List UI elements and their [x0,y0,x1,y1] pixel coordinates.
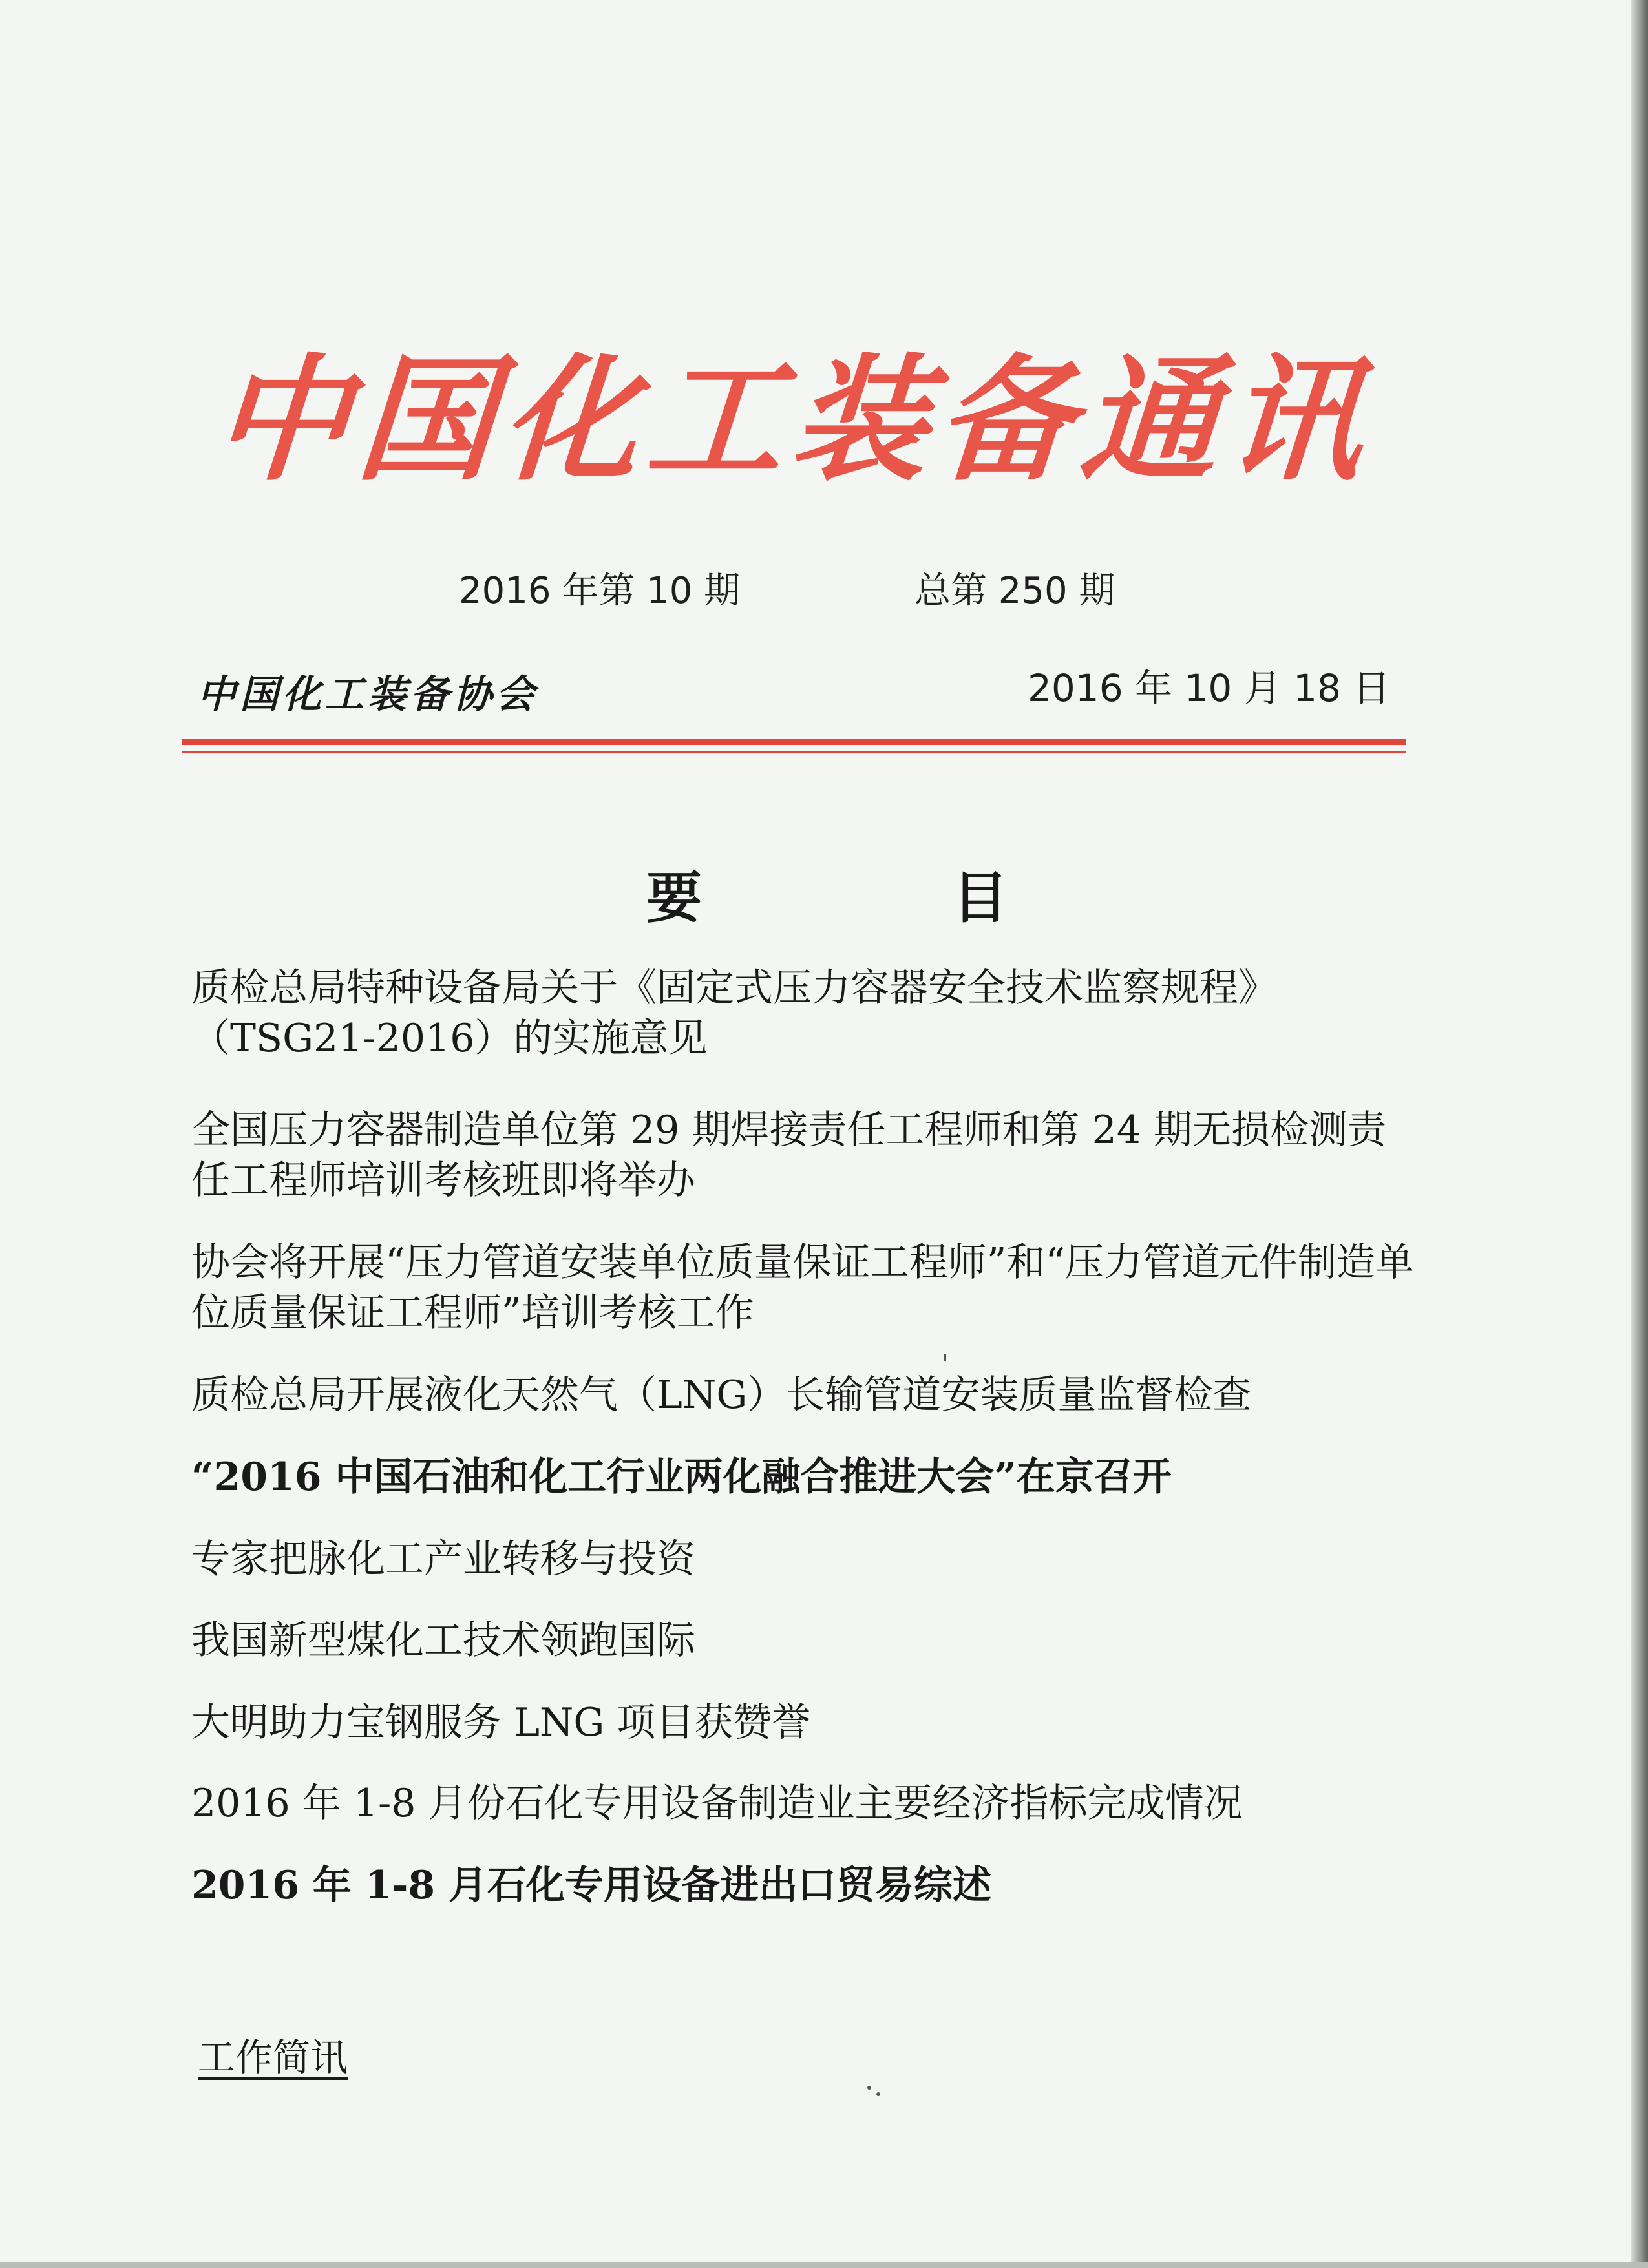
scan-speck [867,2086,871,2090]
toc-item[interactable]: 协会将开展“压力管道安装单位质量保证工程师”和“压力管道元件制造单位质量保证工程师”培训考核工作 [191,1240,1415,1336]
scan-speck [944,1354,946,1361]
toc-item[interactable]: 专家把脉化工产业转移与投资 [191,1537,695,1582]
publication-date: 2016 年 10 月 18 日 [1028,666,1391,710]
scan-speck [876,2092,880,2096]
scan-edge-right [1631,0,1648,2268]
toc-item[interactable]: 质检总局开展液化天然气（LNG）长输管道安装质量监督检查 [191,1372,1252,1418]
toc-item[interactable]: 2016 年 1-8 月石化专用设备进出口贸易综述 [191,1863,992,1908]
header-rule-thin [182,751,1406,753]
scan-edge-bottom [0,2262,1648,2268]
toc-item[interactable]: 2016 年 1-8 月份石化专用设备制造业主要经济指标完成情况 [191,1781,1243,1826]
toc-item[interactable]: 大明助力宝钢服务 LNG 项目获赞誉 [191,1700,811,1745]
toc-item[interactable]: 质检总局特种设备局关于《固定式压力容器安全技术监察规程》（TSG21-2016）的实施意见 [191,965,1277,1061]
toc-heading-right: 目 [953,866,1008,930]
toc-item[interactable]: 我国新型煤化工技术领跑国际 [191,1618,695,1663]
total-issue-number: 总第 250 期 [914,570,1115,612]
masthead-title: 中国化工装备通讯 [207,340,1377,499]
toc-heading-left: 要 [646,866,702,930]
issue-number: 2016 年第 10 期 [459,570,741,612]
toc-heading [646,863,1008,934]
header-rule-thick [182,739,1406,745]
publisher-name: 中国化工装备协会 [197,672,538,717]
section-work-briefs[interactable]: 工作简讯 [198,2035,348,2079]
toc-item[interactable]: “2016 中国石油和化工行业两化融合推进大会”在京召开 [191,1454,1172,1500]
toc-item[interactable]: 全国压力容器制造单位第 29 期焊接责任工程师和第 24 期无损检测责任工程师培训考核班即将举办 [191,1108,1386,1203]
